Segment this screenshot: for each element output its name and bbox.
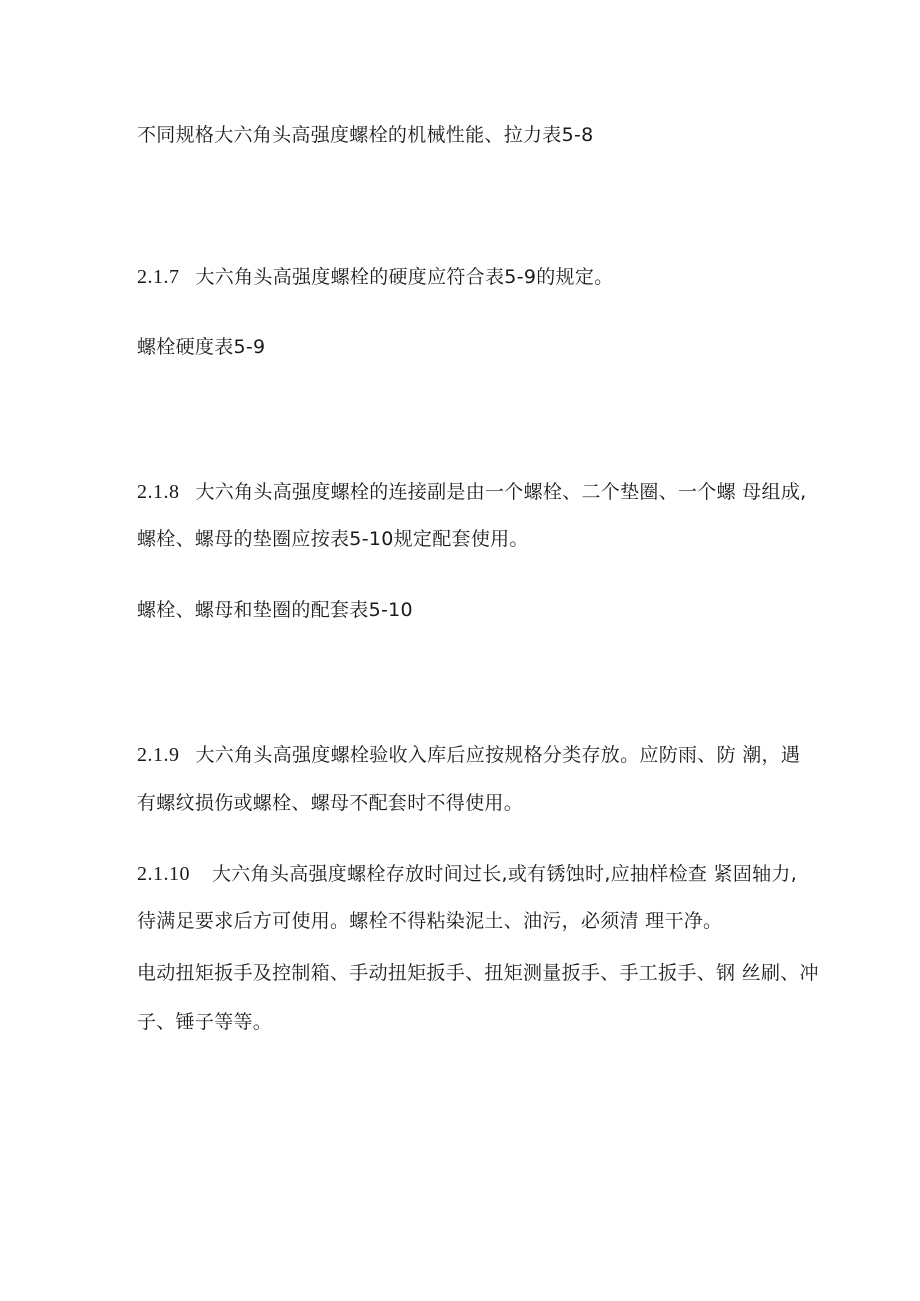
clause-2-1-9-line-2: 有螺纹损伤或螺栓、螺母不配套时不得使用。: [137, 792, 524, 814]
clause-2-1-10-line-2: 待满足要求后方可使用。螺栓不得粘染泥土、油污，必须清 理干净。: [137, 910, 723, 932]
tools-list-line-2: 子、锤子等等。: [137, 1011, 273, 1033]
clause-2-1-8-line-2: 螺栓、螺母的垫圈应按表5-10规定配套使用。: [137, 528, 529, 550]
clause-text: 大六角头高强度螺栓的硬度应符合表5-9的规定。: [195, 266, 614, 288]
table-caption-5-10: 螺栓、螺母和垫圈的配套表5-10: [137, 599, 413, 621]
clause-text: 大六角头高强度螺栓存放时间过长,或有锈蚀时,应抽样检查 紧固轴力,: [212, 863, 798, 885]
clause-number: 2.1.8: [137, 481, 180, 503]
clause-2-1-10-line-1: [137, 864, 797, 884]
clause-2-1-8-line-1: [137, 482, 806, 502]
clause-2-1-9-line-1: [137, 745, 800, 765]
clause-text: 大六角头高强度螺栓验收入库后应按规格分类存放。应防雨、防 潮，遇: [195, 744, 801, 766]
clause-text: 大六角头高强度螺栓的连接副是由一个螺栓、二个垫圈、一个螺 母组成,: [195, 481, 807, 503]
clause-2-1-7: [137, 267, 613, 287]
clause-number: 2.1.10: [137, 863, 190, 885]
tools-list-line-1: 电动扭矩扳手及控制箱、手动扭矩扳手、扭矩测量扳手、手工扳手、钢 丝刷、冲: [137, 962, 819, 984]
table-caption-5-8: 不同规格大六角头高强度螺栓的机械性能、拉力表5-8: [137, 124, 594, 146]
clause-number: 2.1.7: [137, 266, 180, 288]
clause-number: 2.1.9: [137, 744, 180, 766]
table-caption-5-9: 螺栓硬度表5-9: [137, 336, 266, 358]
